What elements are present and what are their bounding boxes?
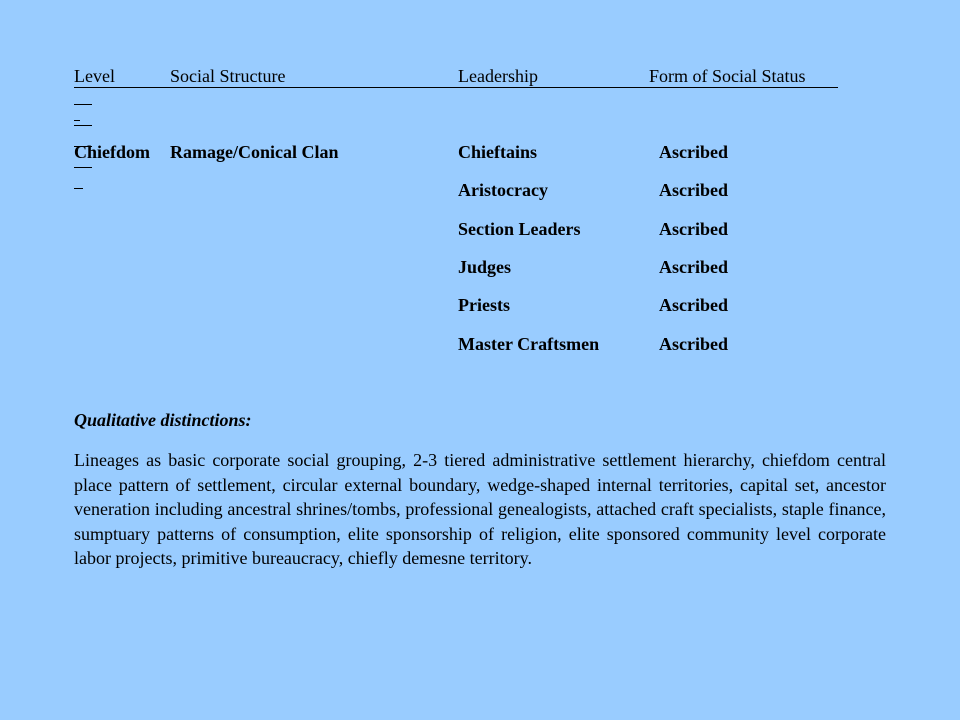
cell-status: Ascribed [659,142,728,162]
qualitative-title: Qualitative distinctions: [74,410,252,430]
cell-leadership: Chieftains [458,142,538,162]
header-social-structure: Social Structure [170,66,286,86]
cell-status: Ascribed [659,295,728,315]
cell-leadership: Judges [458,257,512,277]
cell-status: Ascribed [659,334,728,354]
table-row [74,257,874,281]
header-form-of-social-status: Form of Social Status [649,66,806,86]
cell-leadership: Section Leaders [458,219,581,239]
table-row [74,295,874,319]
table-header [74,66,838,88]
table-row [74,142,874,166]
table-row [74,219,874,243]
table-row [74,334,874,358]
cell-social-structure: Ramage/Conical Clan [170,142,339,162]
cell-status: Ascribed [659,180,728,200]
cell-leadership: Master Craftsmen [458,334,600,354]
header-leadership: Leadership [458,66,538,86]
cell-status: Ascribed [659,219,728,239]
underline-dash [74,120,80,121]
header-underline [74,87,838,88]
cell-leadership: Priests [458,295,510,315]
cell-leadership: Aristocracy [458,180,548,200]
cell-level: Chiefdom [74,142,150,162]
qualitative-text: Lineages as basic corporate social grouping, 2-3 tiered administrative settlement hierarchy, chiefdom central place pattern of settlement, circular external boundary, wedge-shaped internal territories, capital set, ancestor veneration including ancestral shrines/tombs, professional genealogists, attached craft specialists, staple finance, sumptuary patterns of consumption, elite sponsorship of religion, elite sponsored community level corporate labor projects, primitive bureaucracy, chiefly demesne territory. [74,450,886,568]
header-level: Level [74,66,115,86]
cell-status: Ascribed [659,257,728,277]
table-row [74,180,874,204]
